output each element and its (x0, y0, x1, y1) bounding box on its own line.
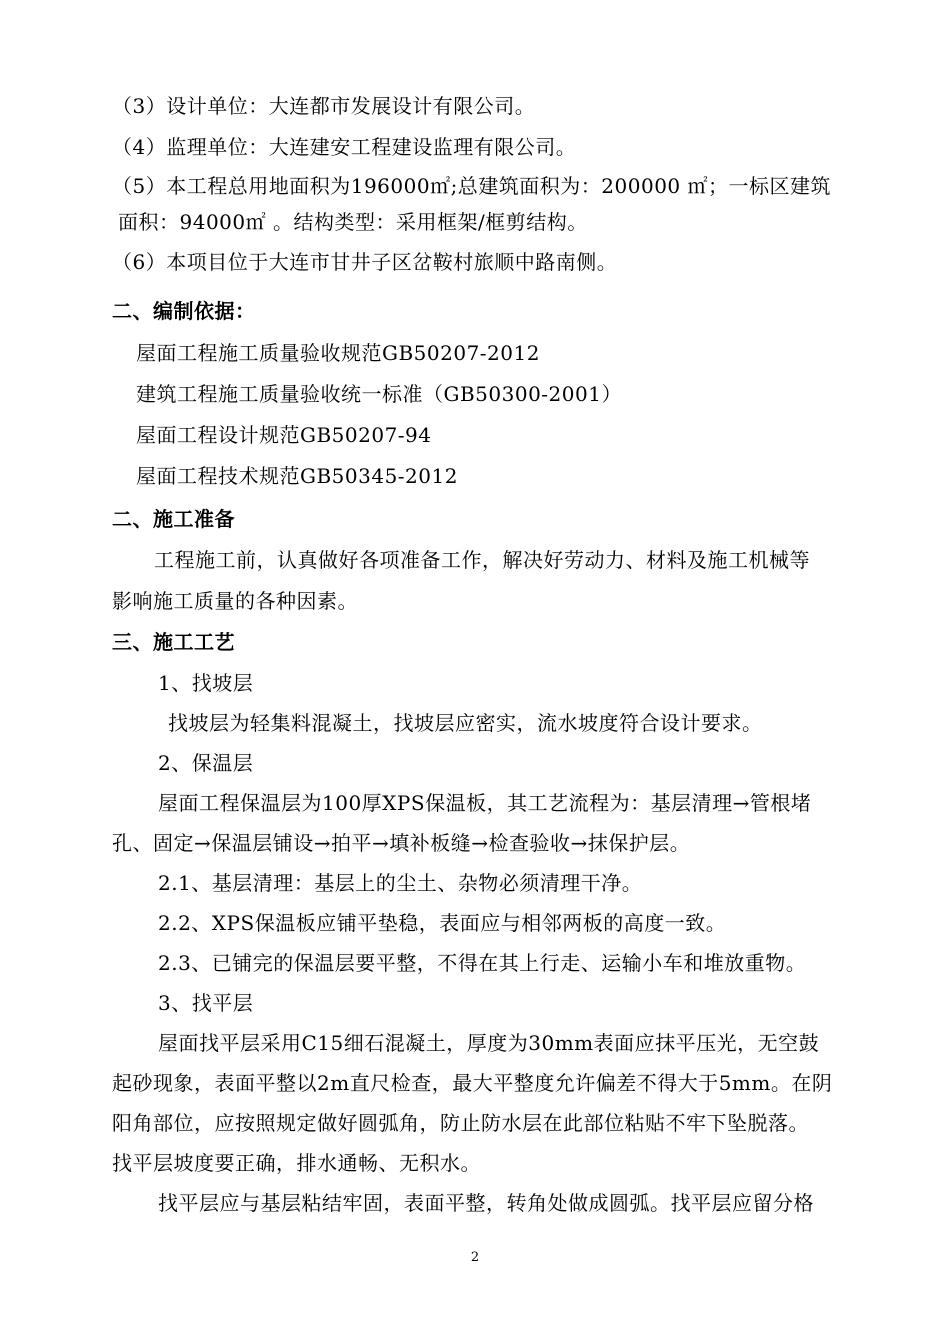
section-heading: 二、编制依据： (112, 299, 256, 323)
text-line: 2、保温层 (158, 751, 254, 775)
section-heading: 二、施工准备 (112, 507, 235, 531)
text-line: 2.1、基层清理：基层上的尘土、杂物必须清理干净。 (158, 871, 643, 895)
text-line: 屋面工程保温层为100厚XPS保温板，其工艺流程为：基层清理→管根堵 (158, 791, 812, 815)
text-line: （3）设计单位：大连都市发展设计有限公司。 (112, 94, 536, 118)
text-line: 找平层应与基层粘结牢固，表面平整，转角处做成圆弧。找平层应留分格 (158, 1191, 814, 1215)
text-line: 起砂现象，表面平整以2m直尺检查，最大平整度允许偏差不得大于5mm。在阴 (112, 1071, 833, 1095)
text-line: 3、找平层 (158, 991, 254, 1015)
text-line: （6）本项目位于大连市甘井子区岔鞍村旅顺中路南侧。 (112, 250, 618, 274)
text-line: 找坡层为轻集料混凝土，找坡层应密实，流水坡度符合设计要求。 (168, 711, 763, 735)
text-line: 2.3、已铺完的保温层要平整，不得在其上行走、运输小车和堆放重物。 (158, 951, 807, 975)
page-number: 2 (470, 1250, 480, 1265)
text-line: 影响施工质量的各种因素。 (112, 589, 358, 613)
text-line: 屋面找平层采用C15细石混凝土，厚度为30mm表面应抹平压光，无空鼓 (158, 1031, 820, 1055)
text-line: 建筑工程施工质量验收统一标准（GB50300-2001） (136, 382, 622, 406)
text-line: 面积：94000㎡ 。结构类型：采用框架/框剪结构。 (118, 210, 588, 234)
text-line: 屋面工程施工质量验收规范GB50207-2012 (136, 341, 540, 365)
text-line: 阳角部位，应按照规定做好圆弧角，防止防水层在此部位粘贴不牢下坠脱落。 (112, 1111, 809, 1135)
text-line: 孔、固定→保温层铺设→拍平→填补板缝→检查验收→抹保护层。 (112, 831, 691, 855)
text-line: 屋面工程技术规范GB50345-2012 (136, 464, 458, 488)
text-line: 工程施工前，认真做好各项准备工作，解决好劳动力、材料及施工机械等 (154, 548, 810, 572)
text-line: 2.2、XPS保温板应铺平垫稳，表面应与相邻两板的高度一致。 (158, 911, 727, 935)
text-line: （5）本工程总用地面积为196000㎡;总建筑面积为：200000 ㎡；一标区建筑 (112, 174, 832, 198)
text-line: 找平层坡度要正确，排水通畅、无积水。 (112, 1151, 481, 1175)
text-line: （4）监理单位：大连建安工程建设监理有限公司。 (112, 135, 577, 159)
text-line: 1、找坡层 (158, 671, 254, 695)
text-line: 屋面工程设计规范GB50207-94 (136, 423, 432, 447)
section-heading: 三、施工工艺 (112, 630, 235, 654)
